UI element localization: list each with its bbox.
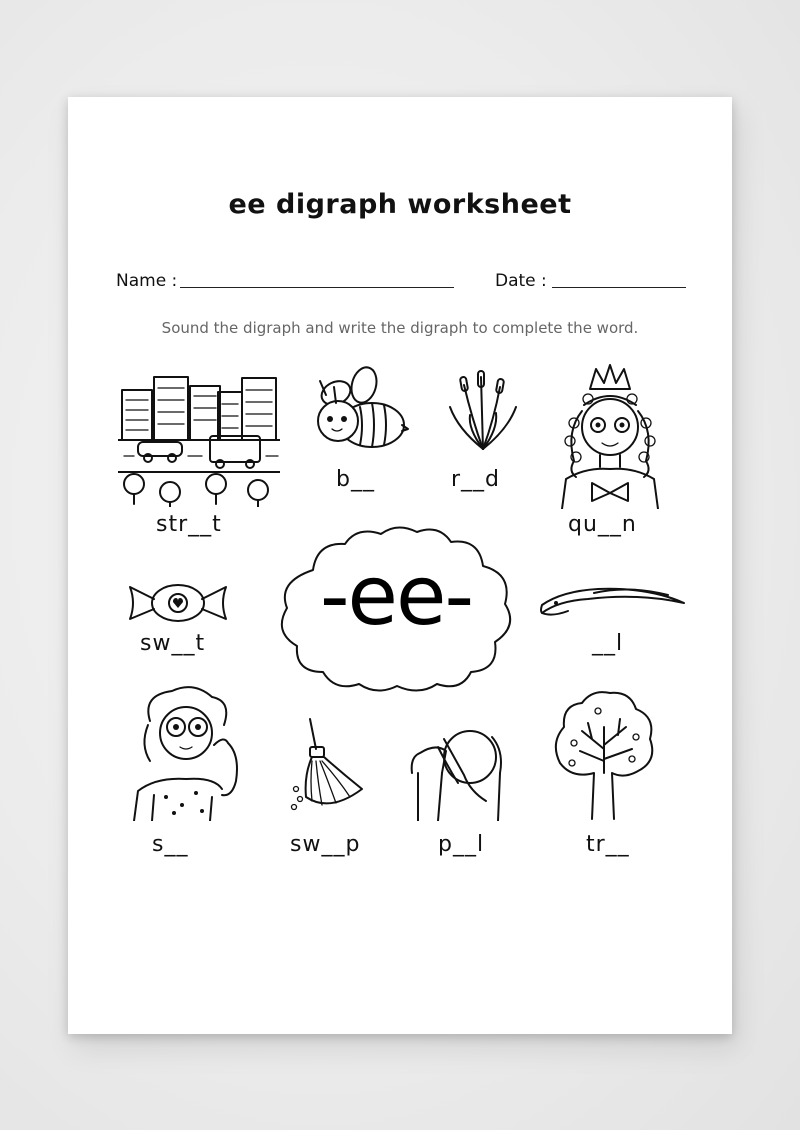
word-sweep[interactable]: sw__p <box>290 832 361 857</box>
word-street[interactable]: str__t <box>156 512 222 537</box>
word-eel[interactable]: __l <box>592 631 624 656</box>
word-reed[interactable]: r__d <box>451 467 501 492</box>
city-street-icon <box>118 372 280 507</box>
worksheet-page <box>68 97 732 1034</box>
name-input-line[interactable] <box>180 287 454 288</box>
date-input-line[interactable] <box>552 287 686 288</box>
candy-icon <box>126 581 230 625</box>
date-label: Date : <box>495 271 547 291</box>
word-sweet[interactable]: sw__t <box>140 631 206 656</box>
eel-icon <box>538 583 688 623</box>
tree-icon <box>552 687 658 823</box>
worksheet-title: ee digraph worksheet <box>228 189 572 220</box>
broom-icon <box>290 715 366 813</box>
bee-icon <box>314 365 410 449</box>
girl-with-glasses-icon <box>132 685 246 821</box>
center-digraph: -ee- <box>319 549 473 644</box>
queen-icon <box>556 361 662 509</box>
word-see[interactable]: s__ <box>152 832 189 857</box>
reed-plant-icon <box>448 369 518 453</box>
word-tree[interactable]: tr__ <box>586 832 630 857</box>
instruction-text: Sound the digraph and write the digraph to complete the word. <box>161 319 639 337</box>
word-queen[interactable]: qu__n <box>568 512 637 537</box>
name-label: Name : <box>116 271 178 291</box>
peeling-fruit-icon <box>408 717 508 821</box>
word-peel[interactable]: p__l <box>438 832 485 857</box>
word-bee[interactable]: b__ <box>336 467 375 492</box>
